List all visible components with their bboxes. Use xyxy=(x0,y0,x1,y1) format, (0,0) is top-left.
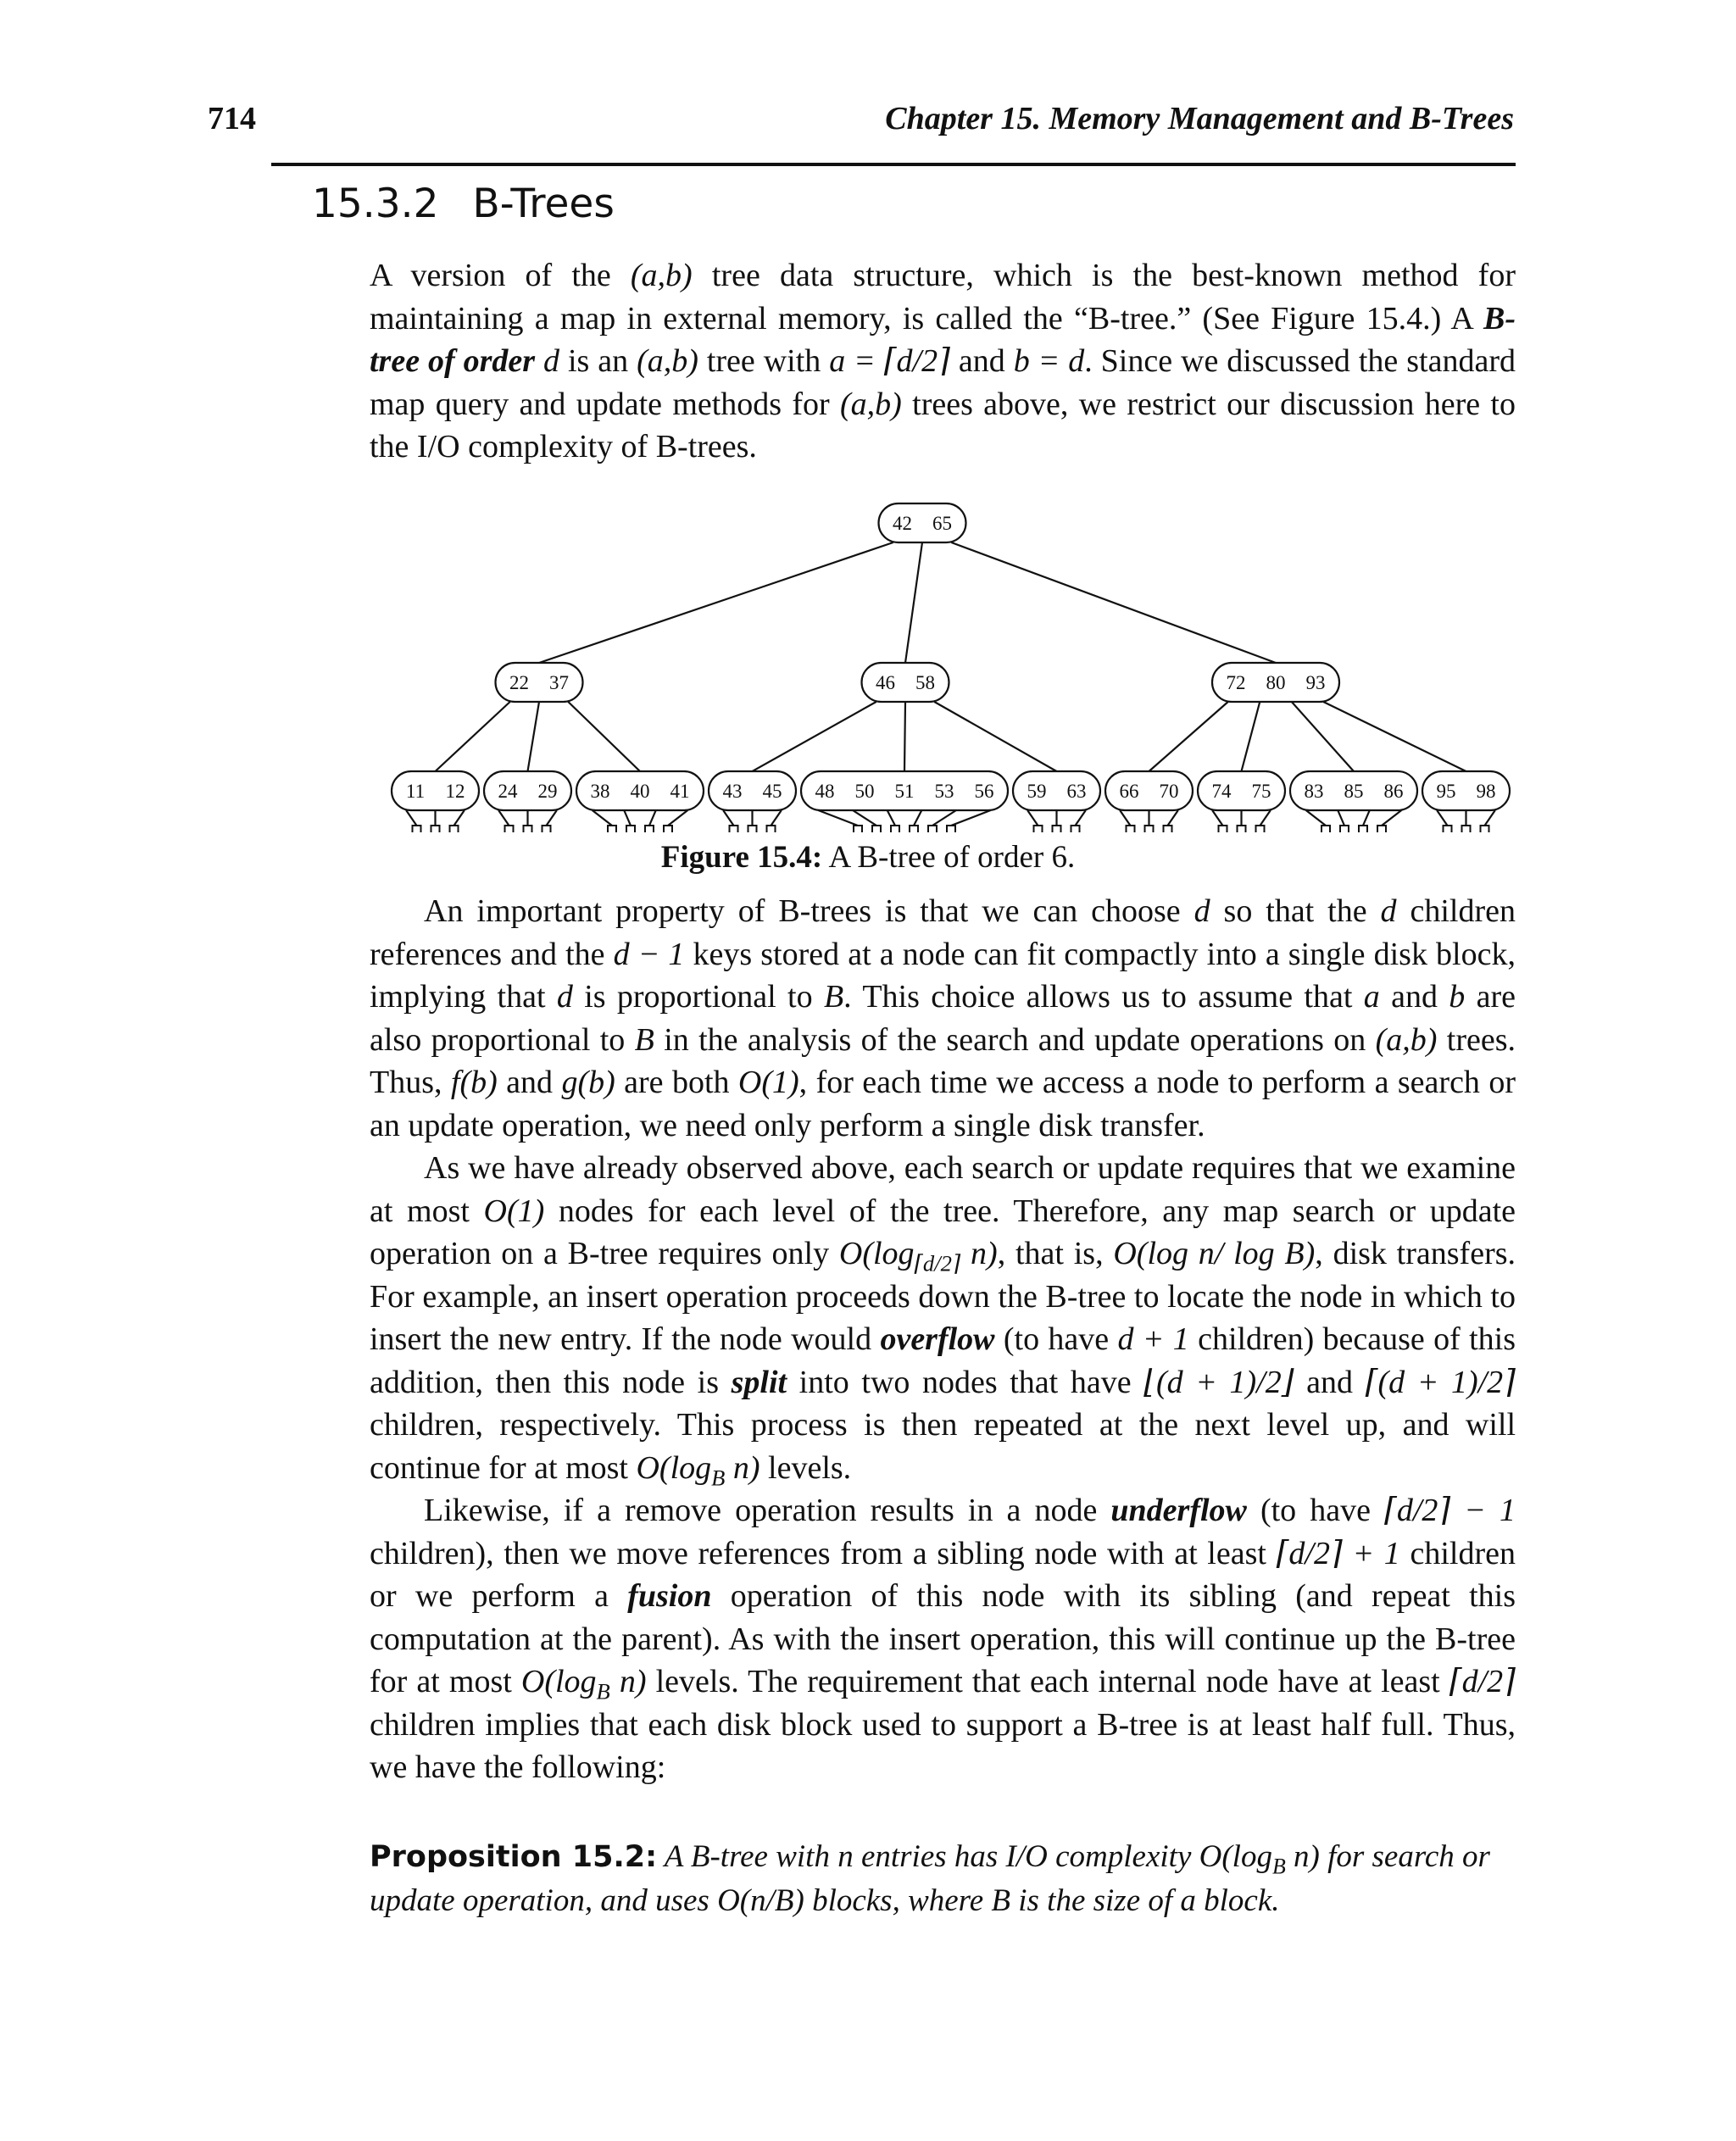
text: children, respectively. This process is then repeated at the next level up, and will continue for at most xyxy=(370,1407,1516,1486)
node-key: 45 xyxy=(762,781,782,802)
tree-edge xyxy=(753,702,876,771)
paragraph xyxy=(370,890,1516,1147)
math: (a,b) xyxy=(630,258,693,293)
btree-figure xyxy=(0,476,1736,832)
text: children) because of this addition, then this node is xyxy=(370,1321,1516,1400)
external-edge xyxy=(723,810,733,826)
external-node xyxy=(450,826,459,832)
external-node xyxy=(1164,826,1172,832)
external-node xyxy=(431,826,440,832)
node-key: 70 xyxy=(1159,781,1179,802)
node-key: 63 xyxy=(1066,781,1087,802)
node-key: 85 xyxy=(1344,781,1364,802)
math: O(n/B) xyxy=(717,1883,804,1918)
external-edge xyxy=(853,810,876,826)
text: tree data structure, which is the best-known method for maintaining a map in external memory, is called the “B-tree.” (See Figure 15.4.) A xyxy=(370,258,1516,336)
external-edge xyxy=(1382,810,1401,826)
term: B-tree of order xyxy=(370,300,1516,379)
node-key: 42 xyxy=(893,513,912,534)
text: so that the xyxy=(1210,893,1381,929)
tree-edges xyxy=(436,542,1466,771)
external-edge xyxy=(932,810,956,826)
external-node xyxy=(947,826,955,832)
external-node xyxy=(1462,826,1471,832)
external-node xyxy=(910,826,918,832)
node-key: 24 xyxy=(498,781,518,802)
body-paragraphs xyxy=(370,890,1516,1789)
math: a xyxy=(1363,979,1380,1015)
text: are also proportional to xyxy=(370,979,1516,1058)
math: (a,b) xyxy=(840,386,902,422)
node-key: 37 xyxy=(549,672,569,693)
node-box xyxy=(484,771,571,810)
text: children), then we move references from a sibling node with at least xyxy=(370,1535,1277,1571)
tree-edge xyxy=(934,702,1056,771)
external-node xyxy=(748,826,757,832)
tree-edge xyxy=(528,702,540,771)
math: d + 1 xyxy=(1117,1321,1189,1357)
external-node xyxy=(524,826,532,832)
text: levels. The requirement that each internal node have at least xyxy=(646,1664,1449,1699)
math xyxy=(636,1449,760,1491)
node-key: 51 xyxy=(894,781,915,802)
text: children or we perform a xyxy=(370,1535,1516,1614)
text: operation of this node with its sibling (and repeat this computation at the parent). As with the insert operation, this will continue up the B-tree for at most xyxy=(370,1578,1516,1699)
math: g(b) xyxy=(561,1065,615,1100)
text: children implies that each disk block used to support a B-tree is at least half full. Thus, we have the following: xyxy=(370,1706,1516,1785)
term: fusion xyxy=(627,1578,712,1614)
text: , that is, xyxy=(997,1236,1114,1271)
external-edge xyxy=(1120,810,1130,826)
external-edge xyxy=(547,810,557,826)
node-key: 66 xyxy=(1119,781,1139,802)
proposition-label: Proposition 15.2: xyxy=(370,1840,658,1874)
internal-node xyxy=(862,663,949,702)
external-node xyxy=(1481,826,1489,832)
text: A B-tree with n entries has I/O complexity xyxy=(657,1839,1199,1874)
external-edge xyxy=(951,810,991,826)
tree-edge xyxy=(568,702,640,771)
text: nodes for each level of the tree. Therefore, any map search or update operation on a B-tree requires only xyxy=(370,1193,1516,1271)
math-part: n) xyxy=(725,1449,760,1486)
math: (a,b) xyxy=(1375,1021,1438,1058)
external-edge xyxy=(668,810,687,826)
math-part: n) xyxy=(960,1236,998,1271)
text: . This choice allows us to assume that xyxy=(843,979,1364,1015)
leaf-node xyxy=(1290,771,1417,810)
math-part: O(log xyxy=(838,1236,915,1271)
external-node xyxy=(645,826,654,832)
external-node xyxy=(1145,826,1154,832)
math: B xyxy=(634,1021,654,1058)
text: and xyxy=(1379,979,1449,1015)
external-node xyxy=(664,826,672,832)
node-key: 29 xyxy=(537,781,558,802)
node-box xyxy=(392,771,479,810)
leaf-node xyxy=(1198,771,1285,810)
external-edge xyxy=(818,810,858,826)
node-key: 80 xyxy=(1266,672,1286,693)
tree-edge xyxy=(905,542,922,663)
math: O(log xyxy=(1199,1839,1272,1874)
proposition xyxy=(370,1835,1533,1923)
external-node xyxy=(1238,826,1246,832)
node-box xyxy=(862,663,949,702)
external-node xyxy=(1034,826,1043,832)
external-edge xyxy=(771,810,782,826)
math: d − 1 xyxy=(613,936,685,972)
internal-node xyxy=(1212,663,1339,702)
math: n) xyxy=(1285,1839,1320,1874)
external-edge xyxy=(1027,810,1038,826)
external-edge xyxy=(649,810,656,826)
math: d xyxy=(535,343,560,379)
external-edge xyxy=(406,810,416,826)
text: (to have xyxy=(994,1321,1118,1357)
external-edge xyxy=(887,810,895,826)
external-edge xyxy=(1485,810,1495,826)
external-node xyxy=(1321,826,1330,832)
leaf-node xyxy=(801,771,1008,810)
node-box xyxy=(1198,771,1285,810)
external-node xyxy=(928,826,937,832)
node-box xyxy=(879,503,966,542)
external-node xyxy=(767,826,776,832)
external-nodes xyxy=(406,810,1495,832)
external-node xyxy=(1053,826,1061,832)
tree-edge xyxy=(539,542,893,663)
node-key: 50 xyxy=(854,781,875,802)
node-key: 56 xyxy=(974,781,994,802)
section-heading xyxy=(312,181,615,227)
external-edge xyxy=(593,810,612,826)
external-edge xyxy=(498,810,509,826)
node-key: 65 xyxy=(932,513,952,534)
node-key: 38 xyxy=(590,781,610,802)
math: d xyxy=(1194,893,1210,929)
math: O(log n/ log B) xyxy=(1113,1236,1316,1271)
node-key: 40 xyxy=(630,781,650,802)
text: children references and the xyxy=(370,893,1516,972)
node-key: 53 xyxy=(934,781,954,802)
external-edge xyxy=(1437,810,1447,826)
math: ⌈d/2⌉ xyxy=(1449,1664,1516,1699)
node-box xyxy=(1105,771,1193,810)
math: d xyxy=(1380,893,1397,929)
text: is proportional to xyxy=(572,979,824,1015)
leaf-node xyxy=(709,771,796,810)
math: f(b) xyxy=(450,1065,498,1100)
math xyxy=(520,1664,647,1704)
math-part: O(log xyxy=(636,1449,712,1486)
caption-label: Figure 15.4: xyxy=(660,840,823,875)
node-box xyxy=(709,771,796,810)
tree-edge xyxy=(1149,702,1228,771)
math xyxy=(838,1236,998,1276)
external-edge xyxy=(1338,810,1344,826)
text: keys stored at a node can fit compactly into a single disk block, implying that xyxy=(370,936,1516,1015)
math: B xyxy=(823,979,844,1015)
external-node xyxy=(1071,826,1080,832)
external-edge xyxy=(624,810,631,826)
intro-paragraph xyxy=(370,254,1516,469)
node-key: 12 xyxy=(445,781,465,802)
text: . Since we discussed the standard map query and update methods for xyxy=(370,343,1516,422)
subscript: ⌈d/2⌉ xyxy=(914,1250,961,1276)
external-edge xyxy=(914,810,921,826)
section-number: 15.3.2 xyxy=(312,181,439,227)
node-key: 72 xyxy=(1226,672,1246,693)
external-node xyxy=(730,826,738,832)
node-key: 93 xyxy=(1305,672,1326,693)
term: underflow xyxy=(1110,1493,1247,1528)
external-node xyxy=(1444,826,1452,832)
external-node xyxy=(505,826,514,832)
node-key: 75 xyxy=(1251,781,1271,802)
math: (a,b) xyxy=(637,343,698,379)
term: split xyxy=(731,1364,787,1400)
text: levels. xyxy=(760,1449,852,1486)
math: ⌈d/2⌉ − 1 xyxy=(1384,1493,1516,1528)
node-key: 11 xyxy=(405,781,426,802)
external-node xyxy=(608,826,616,832)
node-key: 86 xyxy=(1383,781,1404,802)
subscript: B xyxy=(596,1678,610,1704)
caption-text: A B-tree of order 6. xyxy=(822,840,1076,875)
text: Likewise, if a remove operation results in a node xyxy=(424,1493,1111,1528)
text: blocks, where B is the size of a block. xyxy=(804,1883,1280,1918)
node-box xyxy=(1422,771,1510,810)
math-part: n) xyxy=(609,1664,647,1699)
leaf-node xyxy=(484,771,571,810)
text: for search or update operation, and uses xyxy=(370,1839,1490,1918)
header-rule xyxy=(271,163,1516,166)
root-node xyxy=(879,503,966,542)
node-key: 59 xyxy=(1027,781,1047,802)
external-node xyxy=(1219,826,1227,832)
node-key: 22 xyxy=(509,672,529,693)
node-key: 48 xyxy=(815,781,835,802)
text: An important property of B-trees is that we can choose xyxy=(424,893,1194,929)
node-key: 58 xyxy=(915,672,935,693)
text: and xyxy=(949,343,1014,379)
paragraph xyxy=(370,1489,1516,1789)
external-node xyxy=(854,826,862,832)
node-box xyxy=(1013,771,1100,810)
leaf-node xyxy=(576,771,704,810)
math: O(1) xyxy=(483,1193,545,1229)
math: d xyxy=(556,979,573,1015)
math: ⌊(d + 1)/2⌋ xyxy=(1143,1364,1294,1400)
text: trees. Thus, xyxy=(370,1021,1516,1100)
paragraph xyxy=(370,1147,1516,1489)
node-key: 43 xyxy=(722,781,743,802)
external-node xyxy=(626,826,635,832)
external-edge xyxy=(1076,810,1086,826)
math: b xyxy=(1449,979,1466,1015)
math: a = ⌈d/2⌉ xyxy=(829,343,950,379)
external-edge xyxy=(1260,810,1271,826)
text: As we have already observed above, each search or update requires that we examine at most xyxy=(370,1150,1516,1229)
external-node xyxy=(1256,826,1265,832)
leaf-node xyxy=(392,771,479,810)
external-edge xyxy=(1212,810,1222,826)
tree-edge xyxy=(436,702,510,771)
text: is an xyxy=(559,343,637,379)
math: O(1) xyxy=(737,1065,799,1100)
text: trees above, we restrict our discussion here to the I/O complexity of B-trees. xyxy=(370,386,1516,464)
external-node xyxy=(1359,826,1367,832)
external-node xyxy=(542,826,551,832)
text: and xyxy=(1294,1364,1366,1400)
external-node xyxy=(1127,826,1135,832)
leaf-node xyxy=(1422,771,1510,810)
text: , for each time we access a node to perform a search or an update operation, we need only perform a single disk transfer. xyxy=(370,1065,1516,1143)
tree-edge xyxy=(904,702,905,771)
node-box xyxy=(496,663,583,702)
leaf-node xyxy=(1105,771,1193,810)
node-key: 83 xyxy=(1304,781,1324,802)
text: and xyxy=(497,1065,562,1100)
node-key: 46 xyxy=(876,672,895,693)
subscript: B xyxy=(711,1465,726,1491)
external-node xyxy=(1377,826,1386,832)
node-key: 74 xyxy=(1211,781,1232,802)
text: , disk transfers. For example, an insert operation proceeds down the B-tree to locate the node in which to insert the new entry. If the node would xyxy=(370,1236,1516,1357)
math: ⌈(d + 1)/2⌉ xyxy=(1365,1364,1516,1400)
node-key: 95 xyxy=(1436,781,1456,802)
external-node xyxy=(413,826,421,832)
running-head: Chapter 15. Memory Management and B-Trees xyxy=(885,101,1514,136)
text: (to have xyxy=(1246,1493,1385,1528)
external-node xyxy=(872,826,881,832)
external-node xyxy=(891,826,899,832)
external-edge xyxy=(1168,810,1178,826)
subscript: B xyxy=(1271,1854,1286,1879)
external-node xyxy=(1340,826,1349,832)
external-edge xyxy=(1306,810,1326,826)
tree-edge xyxy=(1242,702,1260,771)
external-edge xyxy=(454,810,465,826)
internal-node xyxy=(496,663,583,702)
page-number: 714 xyxy=(208,101,256,136)
math: ⌈d/2⌉ + 1 xyxy=(1276,1535,1400,1571)
node-key: 41 xyxy=(670,781,690,802)
text: in the analysis of the search and update operations on xyxy=(654,1021,1376,1058)
external-edge xyxy=(1363,810,1370,826)
leaf-node xyxy=(1013,771,1100,810)
section-title: B-Trees xyxy=(472,181,615,227)
text: tree with xyxy=(698,343,830,379)
math-part: O(log xyxy=(520,1664,597,1699)
node-key: 98 xyxy=(1476,781,1496,802)
math: b = d xyxy=(1013,343,1085,379)
text: A version of the xyxy=(370,258,631,293)
tree-edge xyxy=(951,542,1276,663)
figure-caption xyxy=(0,839,1736,876)
text: are both xyxy=(615,1065,738,1100)
term: overflow xyxy=(880,1321,995,1357)
text: into two nodes that have xyxy=(787,1364,1144,1400)
